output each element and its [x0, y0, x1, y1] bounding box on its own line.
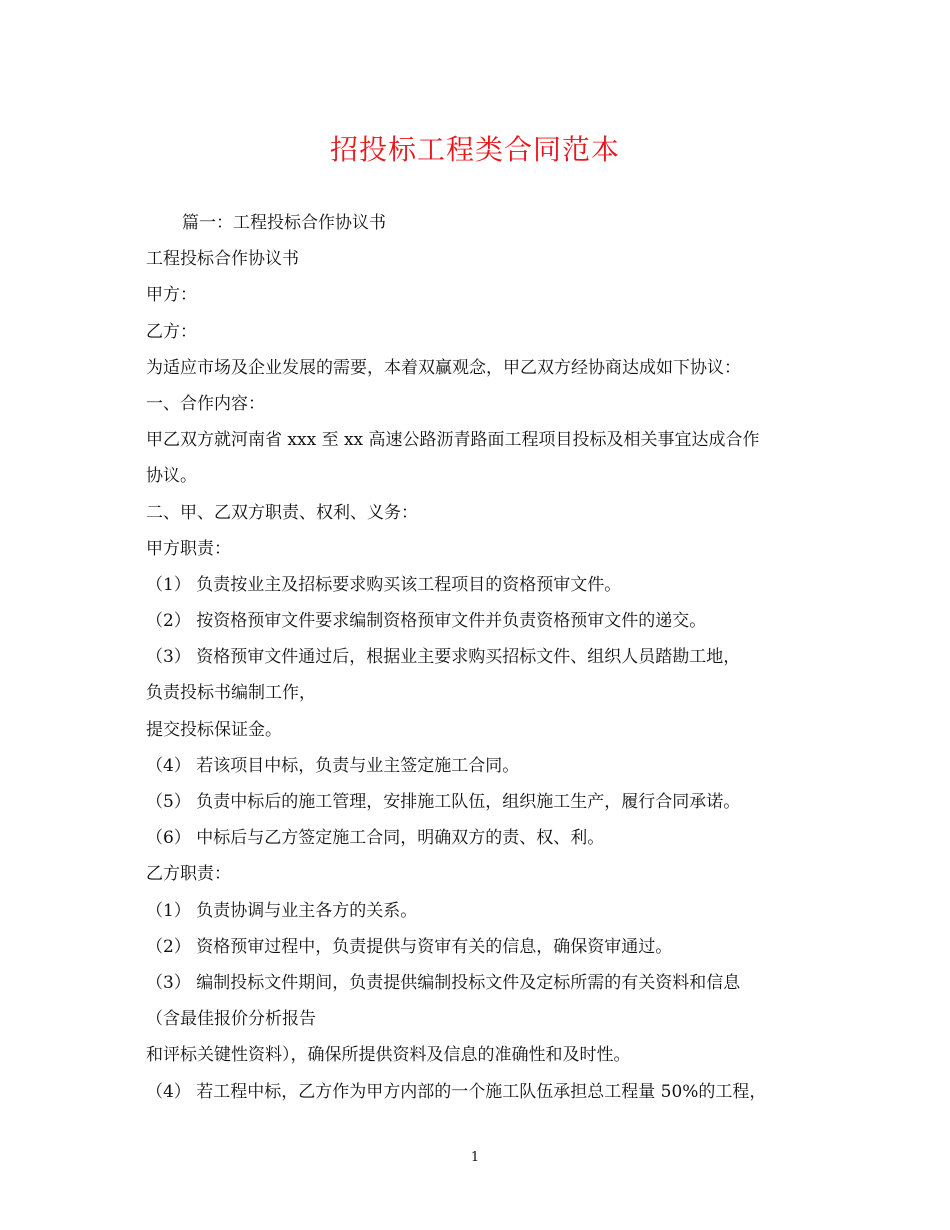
subheading: 乙方职责：: [146, 864, 231, 885]
list-item: （3） 编制投标文件期间，负责提供编制投标文件及定标所需的有关资料和信息: [146, 972, 741, 993]
list-item-continuation: 负责投标书编制工作，: [146, 683, 316, 704]
paragraph-line: 甲乙双方就河南省 xxx 至 xx 高速公路沥青路面工程项目投标及相关事宜达成合作: [146, 430, 760, 451]
agreement-title: 工程投标合作协议书: [146, 249, 299, 270]
document-body: [146, 205, 816, 1110]
document-title: 招投标工程类合同范本: [329, 133, 620, 166]
preamble: 为适应市场及企业发展的需要，本着双赢观念，甲乙双方经协商达成如下协议：: [146, 357, 741, 378]
list-item: （1） 负责按业主及招标要求购买该工程项目的资格预审文件。: [146, 574, 622, 595]
list-item-continuation: （含最佳报价分析报告: [146, 1009, 316, 1030]
list-item: （3） 资格预审文件通过后，根据业主要求购买招标文件、组织人员踏勘工地，: [146, 647, 741, 668]
page-number: 1: [470, 1150, 480, 1165]
list-item: （1） 负责协调与业主各方的关系。: [146, 900, 418, 921]
subheading: 甲方职责：: [146, 538, 231, 559]
party-a: 甲方：: [146, 285, 197, 306]
paragraph-line: 协议。: [146, 466, 197, 487]
list-item-continuation: 和评标关键性资料），确保所提供资料及信息的准确性和及时性。: [146, 1045, 631, 1066]
list-item-continuation: 提交投标保证金。: [146, 719, 282, 740]
section-heading: 篇一：工程投标合作协议书: [182, 213, 386, 233]
list-item: （5） 负责中标后的施工管理，安排施工队伍，组织施工生产，履行合同承诺。: [146, 792, 741, 812]
list-item: （2） 资格预审过程中，负责提供与资审有关的信息，确保资审通过。: [146, 936, 673, 957]
list-item: （2） 按资格预审文件要求编制资格预审文件并负责资格预审文件的递交。: [146, 611, 707, 632]
party-b: 乙方：: [146, 321, 197, 342]
list-item: （6） 中标后与乙方签定施工合同，明确双方的责、权、利。: [146, 828, 605, 849]
clause-heading: 一、合作内容：: [146, 393, 265, 414]
list-item: （4） 若该项目中标，负责与业主签定施工合同。: [146, 755, 520, 776]
list-item: （4） 若工程中标，乙方作为甲方内部的一个施工队伍承担总工程量 50%的工程，: [146, 1081, 767, 1102]
clause-heading: 二、甲、乙双方职责、权利、义务：: [146, 502, 418, 523]
